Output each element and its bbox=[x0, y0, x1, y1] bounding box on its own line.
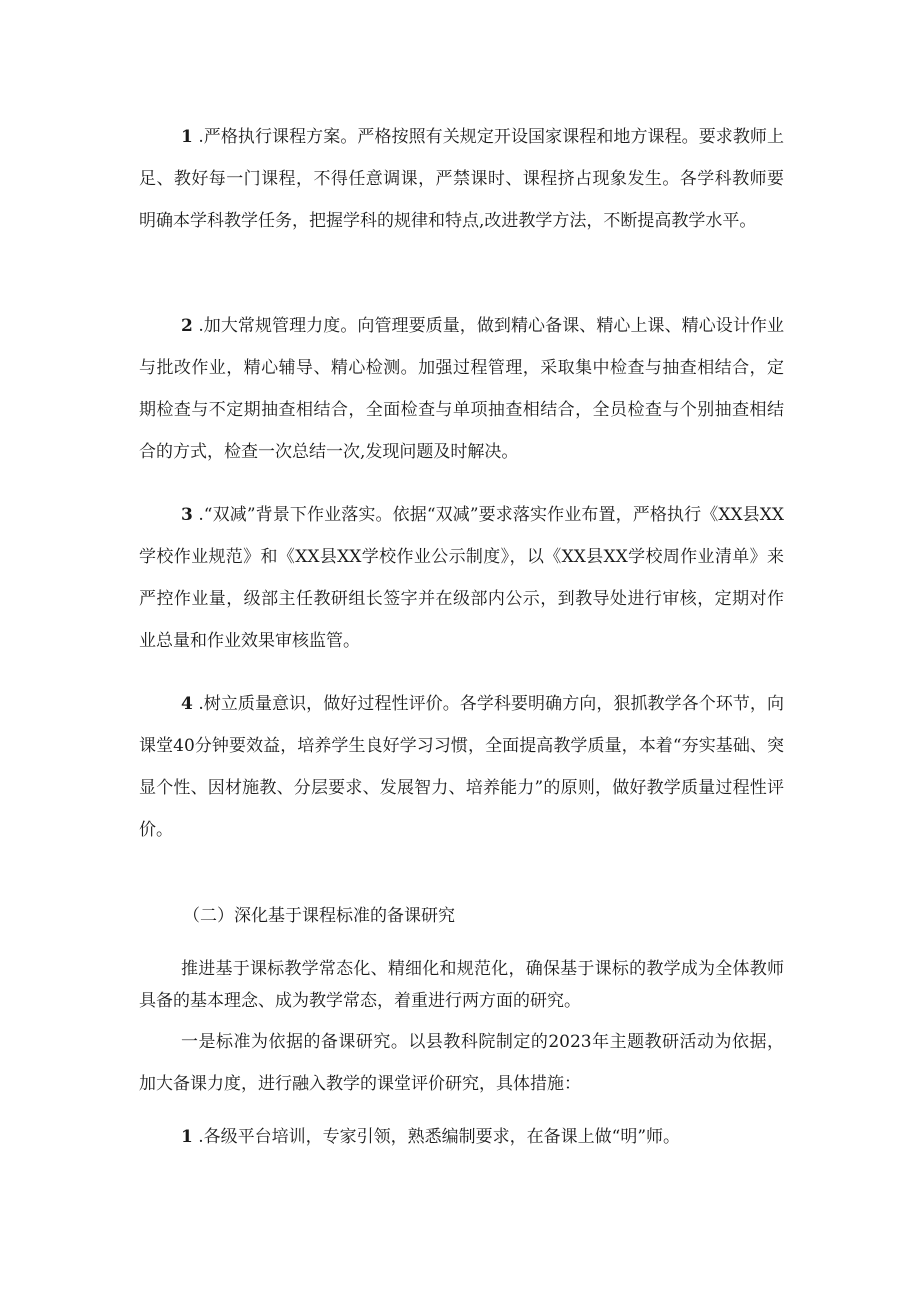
item-one-paragraph: 一是标准为依据的备课研究。以县教科院制定的2023年主题教研活动为依据，加大备课力度，进行融入教学的课堂评价研究，具体措施： bbox=[139, 1032, 784, 1094]
section-heading: （二）深化基于课程标准的备课研究 bbox=[183, 906, 455, 926]
paragraph-number: 1 bbox=[181, 127, 193, 147]
paragraph-1 bbox=[139, 116, 784, 242]
paragraph-3 bbox=[139, 494, 784, 662]
paragraph-4 bbox=[139, 683, 784, 851]
paragraph-text: .“双减”背景下作业落实。依据“双减”要求落实作业布置，严格执行《XX县XX学校作业规范》和《XX县XX学校作业公示制度》，以《XX县XX学校周作业清单》来严控作业量，级部主任教研组长签字并在级部内公示，到教导处进行审核，定期对作业总量和作业效果审核监管。 bbox=[139, 505, 784, 651]
paragraph-text: .加大常规管理力度。向管理要质量，做到精心备课、精心上课、精心设计作业与批改作业，精心辅导、精心检测。加强过程管理，采取集中检查与抽查相结合，定期检查与不定期抽查相结合，全面检查与单项抽查相结合，全员检查与个别抽查相结合的方式，检查一次总结一次,发现问题及时解决。 bbox=[139, 316, 784, 462]
paragraph-number: 2 bbox=[181, 316, 193, 336]
paragraph-number: 4 bbox=[181, 694, 193, 714]
paragraph-number: 1 bbox=[181, 1127, 193, 1147]
paragraph-text: .严格执行课程方案。严格按照有关规定开设国家课程和地方课程。要求教师上足、教好每一门课程，不得任意调课，严禁课时、课程挤占现象发生。各学科教师要明确本学科教学任务，把握学科的规律和特点,改进教学方法，不断提高教学水平。 bbox=[139, 127, 784, 231]
paragraph-2 bbox=[139, 305, 784, 473]
paragraph-text: .各级平台培训，专家引领，熟悉编制要求，在备课上做“明”师。 bbox=[192, 1127, 681, 1147]
paragraph-text: .树立质量意识，做好过程性评价。各学科要明确方向，狠抓教学各个环节，向课堂40分钟要效益，培养学生良好学习习惯，全面提高教学质量，本着“夯实基础、突显个性、因材施教、分层要求、发展智力、培养能力”的原则，做好教学质量过程性评价。 bbox=[139, 694, 784, 840]
intro-paragraph: 推进基于课标教学常态化、精细化和规范化，确保基于课标的教学成为全体教师具备的基本理念、成为教学常态，着重进行两方面的研究。 bbox=[139, 959, 784, 1011]
measure-paragraph bbox=[139, 1116, 784, 1158]
paragraph-number: 3 bbox=[181, 505, 193, 525]
